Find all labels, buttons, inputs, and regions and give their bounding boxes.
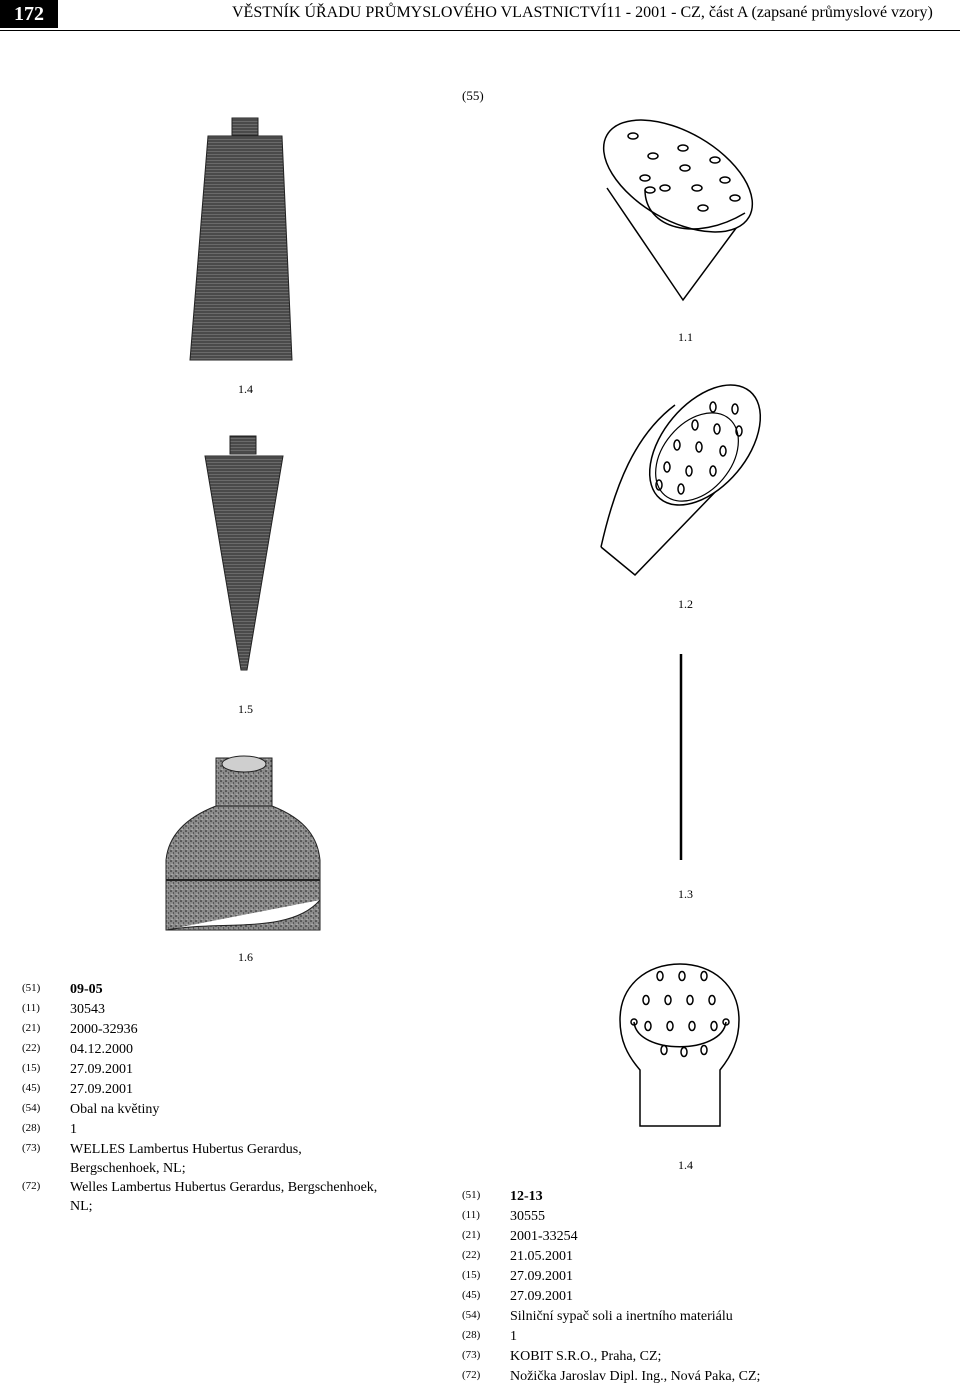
field-code: (11) [22,1002,40,1014]
field-code: (72) [22,1180,41,1192]
owner-line-2: Bergschenhoek, NL; [70,1161,186,1176]
record-row [22,1040,377,1060]
record-row [462,1247,760,1267]
field-code: (45) [22,1082,41,1094]
record-row [462,1347,760,1367]
field-code: (21) [22,1022,41,1034]
record-row [462,1227,760,1247]
field-value: Obal na květiny [70,1102,160,1117]
field-code: (54) [22,1102,41,1114]
field-value: KOBIT S.R.O., Praha, CZ; [510,1349,662,1364]
figure-label-1-6: 1.6 [238,950,253,964]
field-code: (51) [22,982,41,994]
field-value [70,1178,377,1216]
record-row [22,1020,377,1040]
figure-tall-cone [180,110,310,370]
owner-line-1: WELLES Lambertus Hubertus Gerardus, [70,1142,302,1157]
figure-label-1-4: 1.4 [238,382,253,396]
field-code: (11) [462,1209,480,1221]
figure-label-1-3: 1.3 [678,887,693,901]
field-code: (72) [462,1369,481,1381]
figure-nozzle-front [612,960,747,1130]
record-row [22,980,377,1000]
record-row [22,1120,377,1140]
figure-nozzle-side [595,375,770,580]
page-number: 172 [0,0,58,28]
record-row [22,1060,377,1080]
field-value [70,1140,302,1178]
figure-label-1-4-front: 1.4 [678,1158,693,1172]
author-line-1: Welles Lambertus Hubertus Gerardus, Bergschenhoek, [70,1180,378,1195]
field-code: (45) [462,1289,481,1301]
field-code: (15) [22,1062,41,1074]
record-row [462,1367,760,1387]
field-value: 1 [70,1122,77,1137]
record-row [462,1267,760,1287]
field-value: 27.09.2001 [70,1062,133,1077]
record-row [462,1287,760,1307]
record-row [22,1080,377,1100]
record-30555 [462,1187,760,1387]
field-value: 30543 [70,1002,105,1017]
field-value: 2001-33254 [510,1229,578,1244]
field-code: (51) [462,1189,481,1201]
field-value: 27.09.2001 [70,1082,133,1097]
author-line-2: NL; [70,1199,93,1214]
figure-bell-base [160,750,360,940]
field-value: 1 [510,1329,517,1344]
figure-thin-rod [676,652,686,862]
field-value: 12-13 [510,1189,543,1204]
figure-pointed-cone [195,430,295,680]
field-code: (28) [462,1329,481,1341]
field-code: (54) [462,1309,481,1321]
figure-label-1-5: 1.5 [238,702,253,716]
record-row [22,1000,377,1020]
figure-label-1-1: 1.1 [678,330,693,344]
field-value: Silniční sypač soli a inertního materiálu [510,1309,733,1324]
record-row [22,1178,377,1216]
field-value: 27.09.2001 [510,1269,573,1284]
field-code: (22) [22,1042,41,1054]
record-30543 [22,980,377,1216]
header-rule [0,30,960,31]
field-code: (73) [462,1349,481,1361]
field-value: 2000-32936 [70,1022,138,1037]
journal-header-title: VĚSTNÍK ÚŘADU PRŮMYSLOVÉHO VLASTNICTVÍ11 - 2001 - CZ, část A (zapsané průmyslové vzory) [232,4,933,21]
section-code: (55) [462,88,484,103]
record-row [22,1100,377,1120]
field-code: (22) [462,1249,481,1261]
field-value: 27.09.2001 [510,1289,573,1304]
figure-label-1-2: 1.2 [678,597,693,611]
record-row [462,1187,760,1207]
field-code: (21) [462,1229,481,1241]
record-row [22,1140,377,1178]
field-value: 04.12.2000 [70,1042,133,1057]
field-value: 09-05 [70,982,103,997]
field-value: 21.05.2001 [510,1249,573,1264]
field-code: (73) [22,1142,41,1154]
record-row [462,1207,760,1227]
record-row [462,1327,760,1347]
field-value: 30555 [510,1209,545,1224]
field-code: (28) [22,1122,41,1134]
figure-nozzle-top [595,108,770,308]
field-code: (15) [462,1269,481,1281]
record-row [462,1307,760,1327]
field-value: Nožička Jaroslav Dipl. Ing., Nová Paka, CZ; [510,1369,761,1384]
